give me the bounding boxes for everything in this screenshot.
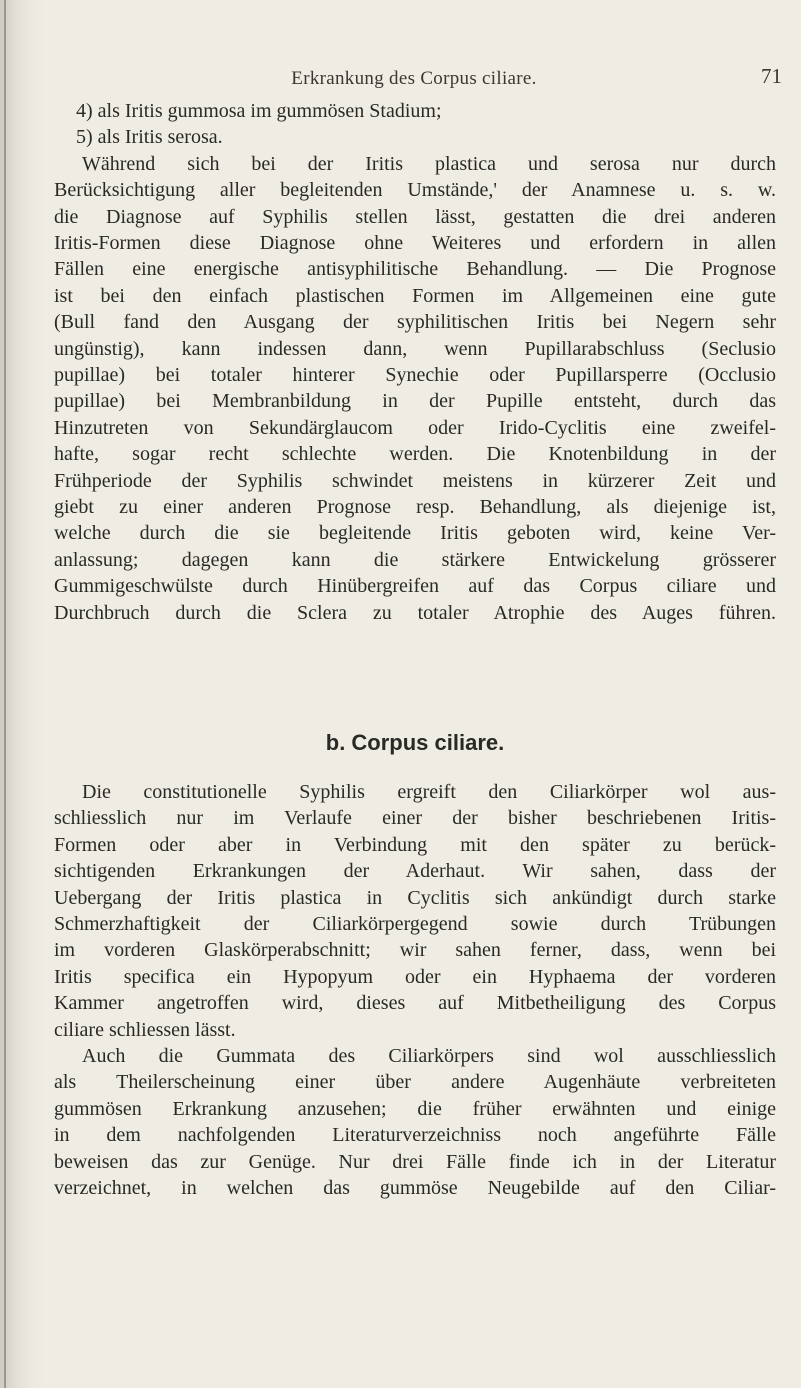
- paragraph-corpus-ciliare: [54, 779, 776, 1043]
- text-line: Schmerzhaftigkeit der Ciliarkörpergegend sowie durch Trübungen: [54, 913, 776, 936]
- text-line: Durchbruch durch die Sclera zu totaler Atrophie des Auges führen.: [54, 601, 776, 624]
- text-line: ungünstig), kann indessen dann, wenn Pupillarabschluss (Seclusio: [54, 337, 776, 360]
- text-line: Fällen eine energische antisyphilitische Behandlung. — Die Prognose: [54, 258, 776, 281]
- text-line: Gummigeschwülste durch Hinübergreifen auf das Corpus ciliare und: [54, 575, 776, 598]
- text-line: die Diagnose auf Syphilis stellen lässt, gestatten die drei anderen: [54, 205, 776, 228]
- text-line: pupillae) bei Membranbildung in der Pupille entsteht, durch das: [54, 390, 776, 413]
- text-line: welche durch die sie begleitende Iritis geboten wird, keine Ver-: [54, 522, 776, 545]
- text-line: sichtigenden Erkrankungen der Aderhaut. Wir sahen, dass der: [54, 860, 776, 883]
- text-line: Berücksichtigung aller begleitenden Umstände,' der Anamnese u. s. w.: [54, 179, 776, 202]
- text-line: (Bull fand den Ausgang der syphilitischen Iritis bei Negern sehr: [54, 311, 776, 334]
- running-title: Erkrankung des Corpus ciliare.: [291, 68, 537, 89]
- text-line: Auch die Gummata des Ciliarkörpers sind wol ausschliesslich: [82, 1045, 776, 1067]
- text-line: Die constitutionelle Syphilis ergreift den Ciliarkörper wol aus-: [82, 781, 776, 803]
- text-line: verzeichnet, in welchen das gummöse Neugebilde auf den Ciliar-: [54, 1177, 776, 1200]
- paragraph-gummata: [54, 1043, 776, 1201]
- binding-edge: [4, 0, 6, 1388]
- text-line: ist bei den einfach plastischen Formen im Allgemeinen eine gute: [54, 284, 776, 307]
- text-line: im vorderen Glaskörperabschnitt; wir sahen ferner, dass, wenn bei: [54, 939, 776, 962]
- text-line: ciliare schliessen lässt.: [54, 1018, 236, 1041]
- numbered-list: [54, 98, 776, 151]
- text-line: in dem nachfolgenden Literaturverzeichniss noch angeführte Fälle: [54, 1124, 776, 1147]
- text-line: Uebergang der Iritis plastica in Cyclitis sich ankündigt durch starke: [54, 886, 776, 909]
- text-line: pupillae) bei totaler hinterer Synechie oder Pupillarsperre (Occlusio: [54, 364, 776, 387]
- text-line: Kammer angetroffen wird, dieses auf Mitbetheiligung des Corpus: [54, 992, 776, 1015]
- page-number: 71: [761, 64, 782, 88]
- list-item: 4) als Iritis gummosa im gummösen Stadium;: [76, 100, 442, 122]
- text-line: Iritis-Formen diese Diagnose ohne Weiteres und erfordern in allen: [54, 232, 776, 255]
- list-item: 5) als Iritis serosa.: [76, 126, 223, 149]
- text-line: Frühperiode der Syphilis schwindet meistens in kürzerer Zeit und: [54, 469, 776, 492]
- text-line: anlassung; dagegen kann die stärkere Entwickelung grösserer: [54, 548, 776, 571]
- text-line: beweisen das zur Genüge. Nur drei Fälle finde ich in der Literatur: [54, 1150, 776, 1173]
- text-line: als Theilerscheinung einer über andere Augenhäute verbreiteten: [54, 1071, 776, 1094]
- text-line: Hinzutreten von Sekundärglaucom oder Irido-Cyclitis eine zweifel-: [54, 416, 776, 439]
- text-line: Während sich bei der Iritis plastica und serosa nur durch: [82, 152, 776, 175]
- paragraph-prognosis: [54, 151, 776, 626]
- text-line: hafte, sogar recht schlechte werden. Die Knotenbildung in der: [54, 443, 776, 466]
- section-heading: b. Corpus ciliare.: [325, 730, 505, 755]
- text-line: gummösen Erkrankung anzusehen; die früher erwähnten und einige: [54, 1097, 776, 1120]
- text-line: Formen oder aber in Verbindung mit den später zu berück-: [54, 833, 776, 856]
- book-page: [54, 0, 782, 1388]
- text-line: Iritis specifica ein Hypopyum oder ein Hyphaema der vorderen: [54, 965, 776, 988]
- text-line: schliesslich nur im Verlaufe einer der bisher beschriebenen Iritis-: [54, 807, 776, 830]
- text-line: giebt zu einer anderen Prognose resp. Behandlung, als diejenige ist,: [54, 496, 776, 519]
- binding-gutter: [0, 0, 46, 1388]
